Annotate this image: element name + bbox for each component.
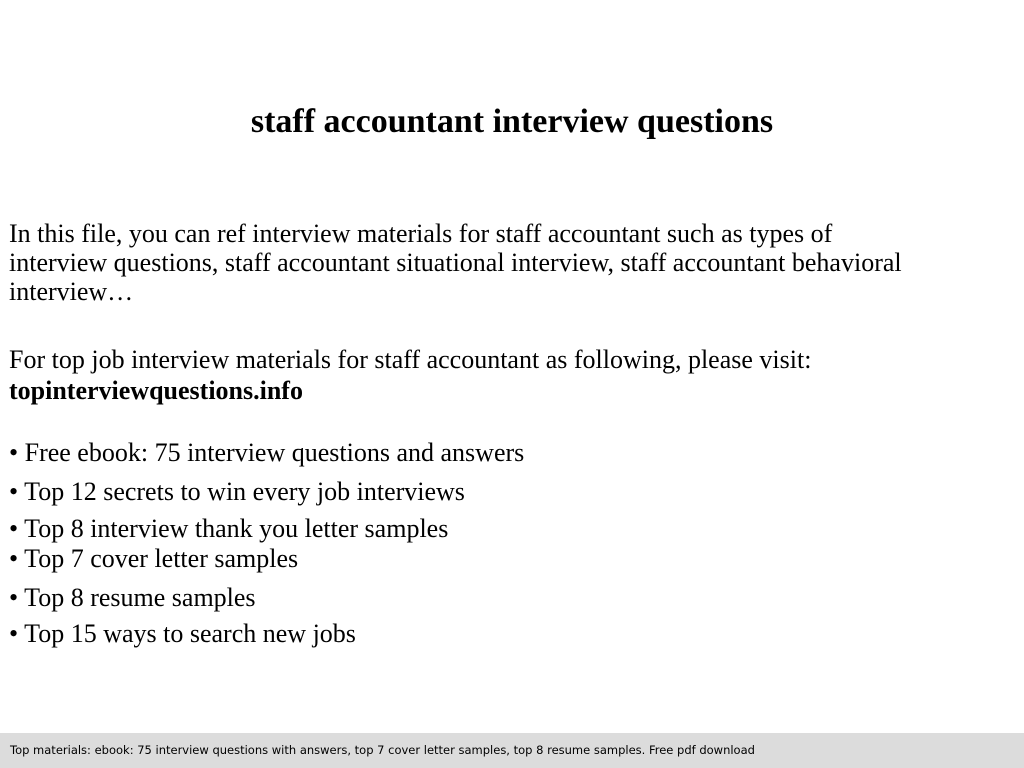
bullet-item: • Top 12 secrets to win every job interviews — [9, 477, 465, 506]
visit-paragraph — [9, 344, 1014, 406]
bullet-item: • Top 7 cover letter samples — [9, 544, 299, 573]
intro-paragraph — [9, 219, 1014, 306]
page-title: staff accountant interview questions — [250, 103, 774, 140]
bullet-item: • Top 8 interview thank you letter samples — [9, 514, 449, 543]
intro-line: In this file, you can ref interview materials for staff accountant such as types of — [9, 219, 833, 248]
bullet-item: • Top 15 ways to search new jobs — [9, 619, 356, 648]
bullet-item: • Top 8 resume samples — [9, 583, 256, 612]
intro-line: interview… — [9, 277, 134, 306]
site-link[interactable]: topinterviewquestions.info — [9, 376, 303, 405]
footer-bar: Top materials: ebook: 75 interview questions with answers, top 7 cover letter samples, top 8 resume samples. Free pdf download — [0, 733, 1024, 768]
intro-line: interview questions, staff accountant situational interview, staff accountant behavioral — [9, 248, 902, 277]
bullet-item: • Free ebook: 75 interview questions and answers — [9, 438, 525, 467]
visit-text: For top job interview materials for staff accountant as following, please visit: — [9, 345, 812, 374]
